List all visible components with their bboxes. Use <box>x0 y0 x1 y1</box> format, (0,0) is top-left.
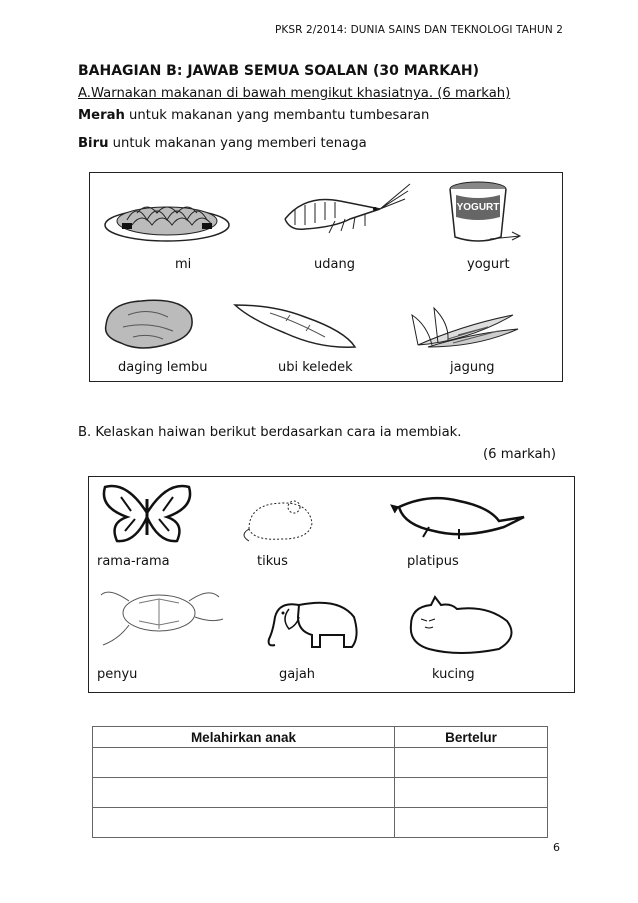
blue-legend <box>78 136 367 151</box>
table-header: Bertelur <box>394 727 547 748</box>
food-label: ubi keledek <box>278 360 353 375</box>
corn-picture <box>408 295 528 355</box>
food-label: yogurt <box>467 257 510 272</box>
butterfly-picture <box>101 483 193 545</box>
answer-cell[interactable] <box>93 778 395 808</box>
part-b-marks: (6 markah) <box>483 447 557 462</box>
animal-label: kucing <box>432 667 475 682</box>
platypus-picture <box>389 487 529 543</box>
answer-cell[interactable] <box>93 808 395 838</box>
answer-cell[interactable] <box>394 808 547 838</box>
page-header: PKSR 2/2014: DUNIA SAINS DAN TEKNOLOGI TAHUN 2 <box>274 24 563 36</box>
food-label: daging lembu <box>118 360 208 375</box>
yogurt-picture <box>440 177 530 249</box>
elephant-picture <box>259 595 369 661</box>
table-header: Melahirkan anak <box>93 727 395 748</box>
section-title: BAHAGIAN B: JAWAB SEMUA SOALAN (30 MARKAH) <box>78 63 480 79</box>
yogurt-brand: YOGURT <box>456 202 500 213</box>
shrimp-picture <box>275 179 415 247</box>
answer-cell[interactable] <box>394 748 547 778</box>
blue-word: Biru <box>78 136 109 151</box>
blue-text: untuk makanan yang memberi tenaga <box>108 136 367 151</box>
answer-cell[interactable] <box>93 748 395 778</box>
cat-picture <box>401 595 521 661</box>
animal-label: gajah <box>279 667 316 682</box>
answer-cell[interactable] <box>394 778 547 808</box>
food-label: udang <box>314 257 355 272</box>
turtle-picture <box>99 581 229 651</box>
red-legend <box>78 108 429 123</box>
sweet-potato-picture <box>230 295 360 355</box>
animal-label: tikus <box>257 554 288 569</box>
part-a-instruction: A.Warnakan makanan di bawah mengikut khasiatnya. (6 markah) <box>78 86 511 101</box>
red-text: untuk makanan yang membantu tumbesaran <box>124 108 430 123</box>
animal-label: rama-rama <box>97 554 170 569</box>
classification-table <box>92 726 548 838</box>
animal-box <box>88 476 575 693</box>
mouse-picture <box>239 489 319 545</box>
red-word: Merah <box>78 108 125 123</box>
page-number: 6 <box>553 841 560 854</box>
food-label: mi <box>175 257 192 272</box>
animal-label: penyu <box>97 667 138 682</box>
animal-label: platipus <box>407 554 459 569</box>
food-box <box>89 172 563 382</box>
food-label: jagung <box>450 360 495 375</box>
noodles-picture <box>102 185 232 245</box>
part-b-instruction: B. Kelaskan haiwan berikut berdasarkan cara ia membiak. <box>78 425 462 440</box>
beef-picture <box>98 295 198 357</box>
